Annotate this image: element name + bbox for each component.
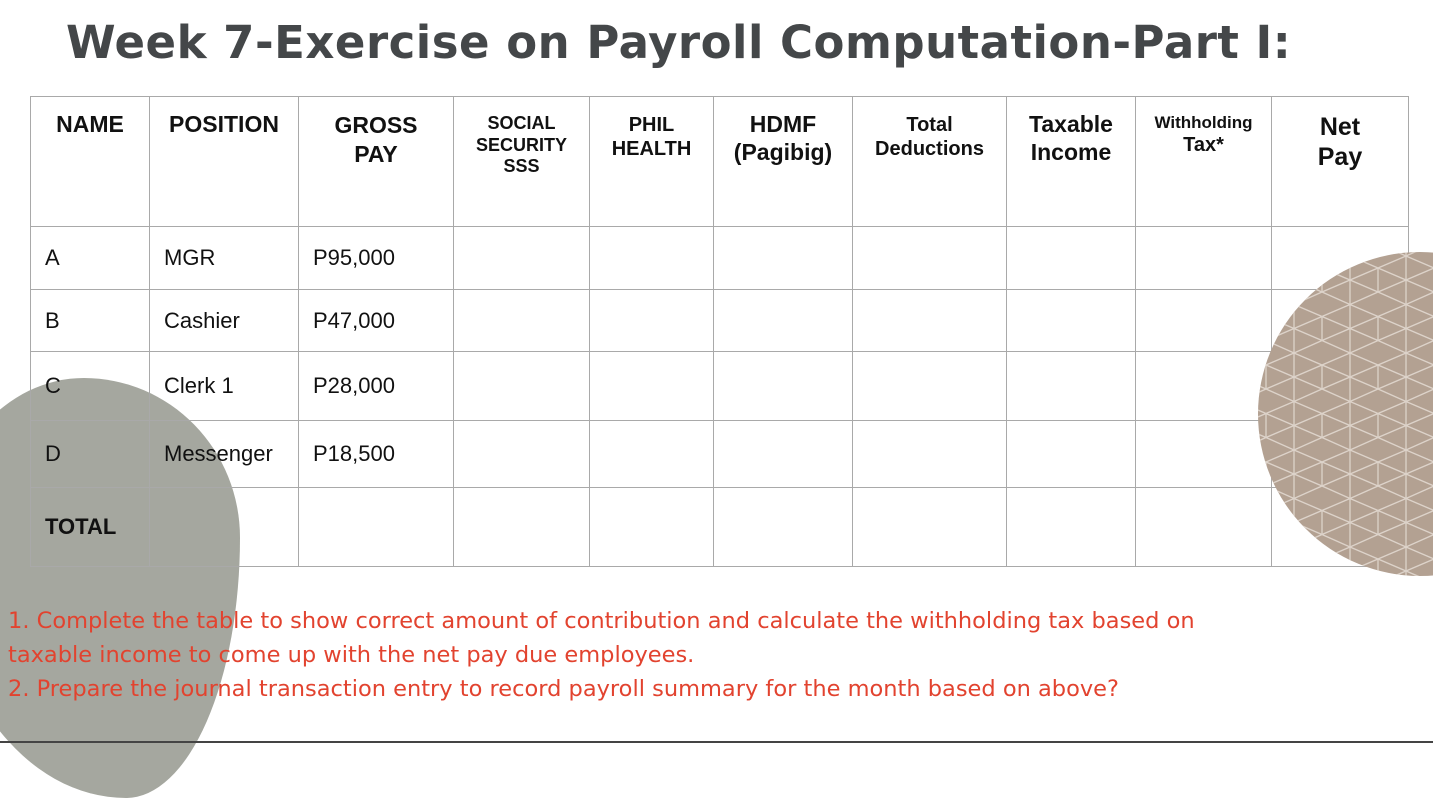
cell-hdmf[interactable] xyxy=(714,421,853,488)
cell-total-deductions[interactable] xyxy=(853,290,1007,352)
table-row xyxy=(31,421,1409,488)
header-line: HDMF xyxy=(749,111,817,137)
header-gross-pay xyxy=(299,97,454,227)
cell-taxable-income[interactable] xyxy=(1007,421,1136,488)
cell-taxable-income[interactable] xyxy=(1007,352,1136,421)
header-line: Withholding xyxy=(1154,113,1253,132)
cell-hdmf[interactable] xyxy=(714,352,853,421)
header-line: Net xyxy=(1319,113,1361,141)
header-line: Tax* xyxy=(1183,134,1224,157)
header-taxable-income xyxy=(1007,97,1136,227)
header-line: SSS xyxy=(503,156,540,177)
cell-position: Messenger xyxy=(150,421,299,488)
total-gross-pay[interactable] xyxy=(299,488,454,567)
header-line: Income xyxy=(1030,138,1112,165)
cell-position: MGR xyxy=(150,227,299,290)
table-row xyxy=(31,290,1409,352)
total-hdmf[interactable] xyxy=(714,488,853,567)
cell-total-deductions[interactable] xyxy=(853,352,1007,421)
instruction-line: taxable income to come up with the net pay due employees. xyxy=(8,642,695,668)
total-sss[interactable] xyxy=(454,488,590,567)
cell-name: B xyxy=(31,290,150,352)
header-line: NAME xyxy=(56,111,124,137)
cell-philhealth[interactable] xyxy=(590,290,714,352)
cell-withholding-tax[interactable] xyxy=(1136,290,1272,352)
total-deductions[interactable] xyxy=(853,488,1007,567)
table-row xyxy=(31,352,1409,421)
header-line: (Pagibig) xyxy=(733,138,833,165)
header-philhealth xyxy=(590,97,714,227)
cell-taxable-income[interactable] xyxy=(1007,290,1136,352)
header-hdmf xyxy=(714,97,853,227)
header-line: Taxable xyxy=(1029,111,1113,137)
header-line: PAY xyxy=(354,140,398,167)
cell-name: A xyxy=(31,227,150,290)
header-position xyxy=(150,97,299,227)
cell-taxable-income[interactable] xyxy=(1007,227,1136,290)
header-net-pay xyxy=(1272,97,1409,227)
cell-position: Cashier xyxy=(150,290,299,352)
total-row xyxy=(31,488,1409,567)
cell-name: D xyxy=(31,421,150,488)
header-name xyxy=(31,97,150,227)
cell-sss[interactable] xyxy=(454,290,590,352)
total-taxable-income[interactable] xyxy=(1007,488,1136,567)
header-line: Total xyxy=(906,114,953,136)
cell-philhealth[interactable] xyxy=(590,421,714,488)
cell-total-deductions[interactable] xyxy=(853,227,1007,290)
header-line: SECURITY xyxy=(475,134,567,155)
header-total-deductions xyxy=(853,97,1007,227)
table-row xyxy=(31,227,1409,290)
cell-gross-pay: P18,500 xyxy=(299,421,454,488)
cell-withholding-tax[interactable] xyxy=(1136,227,1272,290)
header-withholding-tax xyxy=(1136,97,1272,227)
table-header-row xyxy=(31,97,1409,227)
instructions xyxy=(8,604,1195,706)
payroll-table xyxy=(30,96,1409,567)
cell-sss[interactable] xyxy=(454,352,590,421)
header-line: Deductions xyxy=(875,138,984,160)
page-title: Week 7-Exercise on Payroll Computation-Part I: xyxy=(66,16,1292,69)
header-line: POSITION xyxy=(169,111,279,137)
total-withholding-tax[interactable] xyxy=(1136,488,1272,567)
total-position xyxy=(150,488,299,567)
instruction-line: 2. Prepare the journal transaction entry to record payroll summary for the month based on above? xyxy=(8,676,1119,702)
cell-sss[interactable] xyxy=(454,421,590,488)
cell-hdmf[interactable] xyxy=(714,227,853,290)
header-line: GROSS xyxy=(334,112,418,138)
cell-philhealth[interactable] xyxy=(590,352,714,421)
cell-withholding-tax[interactable] xyxy=(1136,421,1272,488)
cell-sss[interactable] xyxy=(454,227,590,290)
cell-gross-pay: P95,000 xyxy=(299,227,454,290)
header-line: SOCIAL xyxy=(487,113,556,133)
instruction-line: 1. Complete the table to show correct amount of contribution and calculate the withholding tax based on xyxy=(8,608,1195,634)
cell-position: Clerk 1 xyxy=(150,352,299,421)
total-label: TOTAL xyxy=(31,488,150,567)
header-line: PHIL xyxy=(628,114,675,136)
cell-total-deductions[interactable] xyxy=(853,421,1007,488)
header-line: HEALTH xyxy=(611,138,692,160)
header-social-security xyxy=(454,97,590,227)
cell-gross-pay: P47,000 xyxy=(299,290,454,352)
cell-hdmf[interactable] xyxy=(714,290,853,352)
cell-gross-pay: P28,000 xyxy=(299,352,454,421)
cell-philhealth[interactable] xyxy=(590,227,714,290)
total-philhealth[interactable] xyxy=(590,488,714,567)
cell-withholding-tax[interactable] xyxy=(1136,352,1272,421)
header-line: Pay xyxy=(1317,143,1363,171)
cell-name: C xyxy=(31,352,150,421)
